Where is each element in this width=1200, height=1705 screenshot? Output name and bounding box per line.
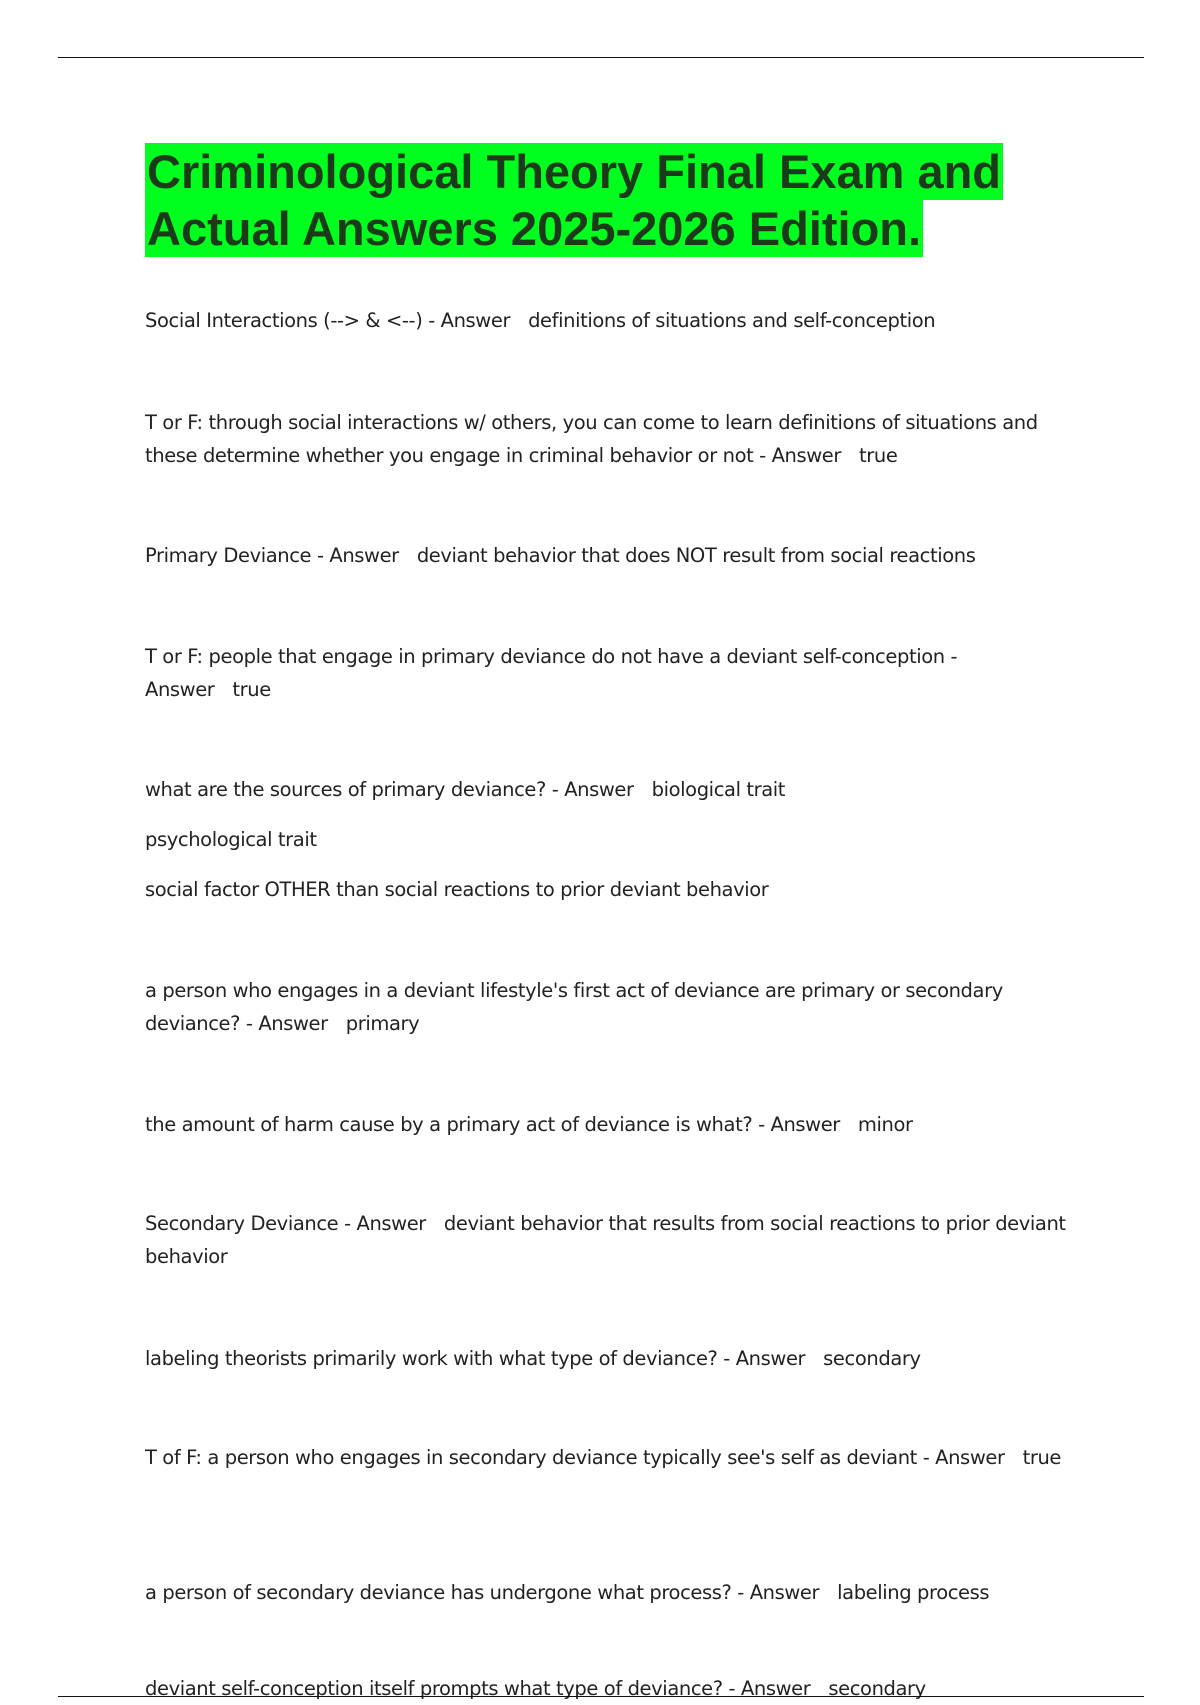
- qa-item: [145, 1342, 1085, 1375]
- qa-question: the amount of harm cause by a primary act of deviance is what? - Answer: [145, 1113, 840, 1136]
- qa-item: [145, 304, 1085, 337]
- qa-answer: true: [232, 678, 271, 701]
- qa-answer: secondary: [828, 1677, 926, 1700]
- qa-extra-line: psychological trait: [145, 828, 317, 851]
- qa-item: [145, 1441, 1085, 1474]
- qa-item: [145, 974, 1085, 1040]
- qa-question: a person who engages in a deviant lifestyle's first act of deviance are primary or secondary deviance? - Answer: [145, 979, 1003, 1035]
- qa-question: T or F: through social interactions w/ others, you can come to learn definitions of situations and these determine whether you engage in criminal behavior or not - Answer: [145, 411, 1038, 467]
- qa-item: [145, 1576, 1085, 1609]
- qa-answer: minor: [857, 1113, 913, 1136]
- qa-item: [145, 1108, 1085, 1141]
- qa-answer: secondary: [823, 1347, 921, 1370]
- qa-item: [145, 1207, 1085, 1273]
- qa-question: labeling theorists primarily work with what type of deviance? - Answer: [145, 1347, 806, 1370]
- qa-question: T of F: a person who engages in secondary deviance typically see's self as deviant - Answer: [145, 1446, 1005, 1469]
- qa-item: [145, 1672, 1085, 1705]
- qa-extra-line: social factor OTHER than social reactions to prior deviant behavior: [145, 878, 769, 901]
- document-title: [145, 143, 1085, 257]
- qa-answer: deviant behavior that results from social reactions to prior deviant behavior: [145, 1212, 1066, 1268]
- qa-question: Secondary Deviance - Answer: [145, 1212, 426, 1235]
- qa-answer: definitions of situations and self-conception: [528, 309, 936, 332]
- qa-question: Primary Deviance - Answer: [145, 544, 399, 567]
- top-rule: [58, 57, 1144, 58]
- qa-item: [145, 539, 1085, 572]
- qa-answer: primary: [345, 1012, 420, 1035]
- qa-item: [145, 406, 1085, 472]
- qa-question: a person of secondary deviance has undergone what process? - Answer: [145, 1581, 820, 1604]
- qa-question: Social Interactions (--> & <--) - Answer: [145, 309, 511, 332]
- qa-answer: biological trait: [651, 778, 786, 801]
- qa-answer: labeling process: [837, 1581, 990, 1604]
- qa-question: deviant self-conception itself prompts what type of deviance? - Answer: [145, 1677, 811, 1700]
- qa-answer: true: [1022, 1446, 1062, 1469]
- title-line-1: Criminological Theory Final Exam and: [147, 145, 1002, 198]
- qa-question: what are the sources of primary deviance? - Answer: [145, 778, 634, 801]
- qa-item: [145, 773, 1085, 906]
- qa-question: T or F: people that engage in primary deviance do not have a deviant self-conception - Answer: [145, 645, 958, 701]
- qa-item: [145, 640, 1085, 706]
- title-line-2: Actual Answers 2025-2026 Edition.: [147, 202, 922, 255]
- qa-answer: deviant behavior that does NOT result from social reactions: [416, 544, 976, 567]
- bottom-rule: [58, 1696, 1144, 1697]
- qa-answer: true: [859, 444, 898, 467]
